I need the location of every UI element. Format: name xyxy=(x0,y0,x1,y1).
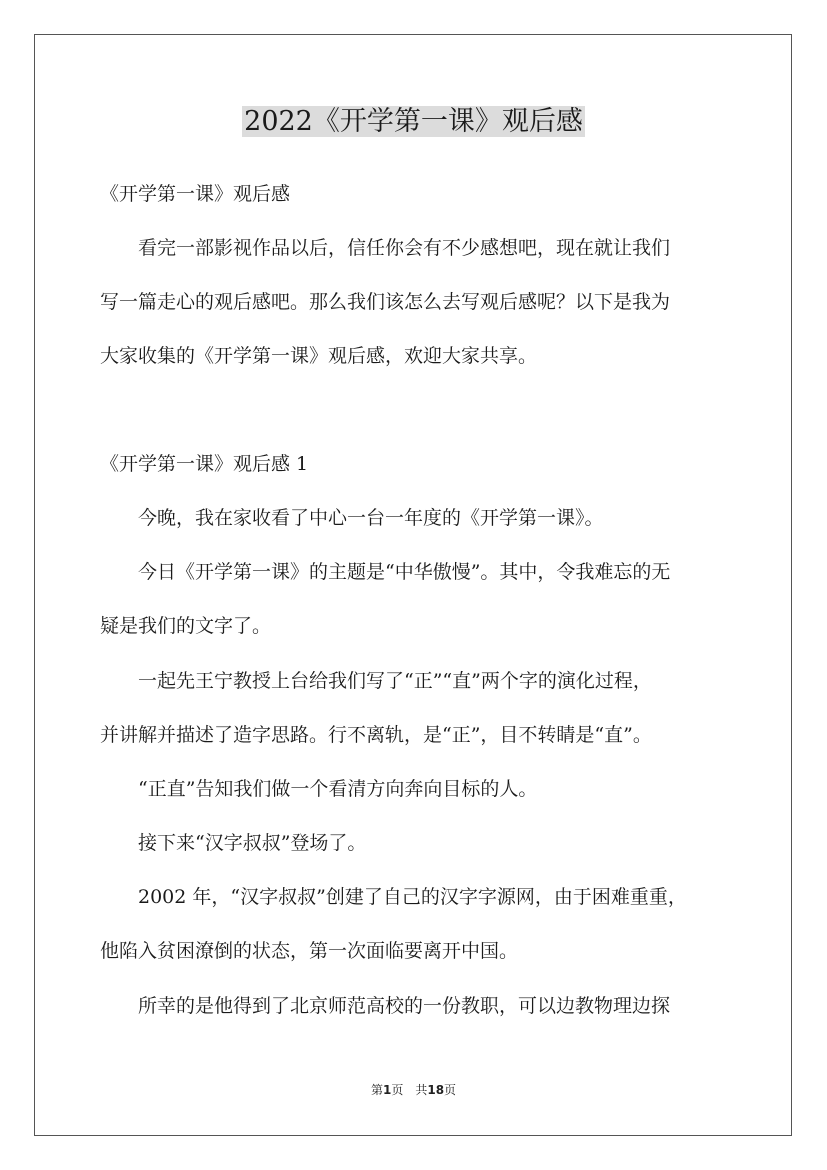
body-line-8: 2002 年，“汉字叔叔”创建了自己的汉字字源网，由于困难重重， xyxy=(138,886,687,908)
intro-line-1: 看完一部影视作品以后，信任你会有不少感想吧，现在就让我们 xyxy=(138,237,671,259)
body-line-3: 疑是我们的文字了。 xyxy=(100,615,272,637)
body-line-10: 所幸的是他得到了北京师范高校的一份教职，可以边教物理边探 xyxy=(138,995,671,1017)
footer-page-prefix: 第 xyxy=(370,1083,383,1097)
body-line-6: “正直”告知我们做一个看清方向奔向目标的人。 xyxy=(138,778,538,800)
intro-line-2: 写一篇走心的观后感吧。那么我们该怎么去写观后感呢？以下是我为 xyxy=(100,291,671,313)
footer-total-suffix: 页 xyxy=(444,1083,457,1097)
footer-page-number: 1 xyxy=(382,1083,392,1097)
document-title xyxy=(0,103,827,141)
body-line-5: 并讲解并描述了造字思路。行不离轨，是“正”，目不转睛是“直”。 xyxy=(100,724,652,746)
footer-page-suffix: 页 xyxy=(391,1083,404,1097)
footer-total-prefix: 共 xyxy=(415,1083,428,1097)
body-line-4: 一起先王宁教授上台给我们写了“正”“直”两个字的演化过程， xyxy=(138,670,652,692)
body-line-9: 他陷入贫困潦倒的状态，第一次面临要离开中国。 xyxy=(100,940,519,962)
document-subtitle: 《开学第一课》观后感 xyxy=(100,183,291,205)
body-line-1: 今晚，我在家收看了中心一台一年度的《开学第一课》。 xyxy=(138,507,604,529)
document-title-text: 2022《开学第一课》观后感 xyxy=(244,106,583,137)
section-heading: 《开学第一课》观后感 1 xyxy=(100,453,309,475)
page-footer xyxy=(0,1082,827,1098)
body-line-7: 接下来“汉字叔叔”登场了。 xyxy=(138,832,367,854)
footer-total-pages: 18 xyxy=(427,1083,445,1097)
body-line-2: 今日《开学第一课》的主题是“中华傲慢”。其中，令我难忘的无 xyxy=(138,561,671,583)
intro-line-3: 大家收集的《开学第一课》观后感，欢迎大家共享。 xyxy=(100,345,538,367)
